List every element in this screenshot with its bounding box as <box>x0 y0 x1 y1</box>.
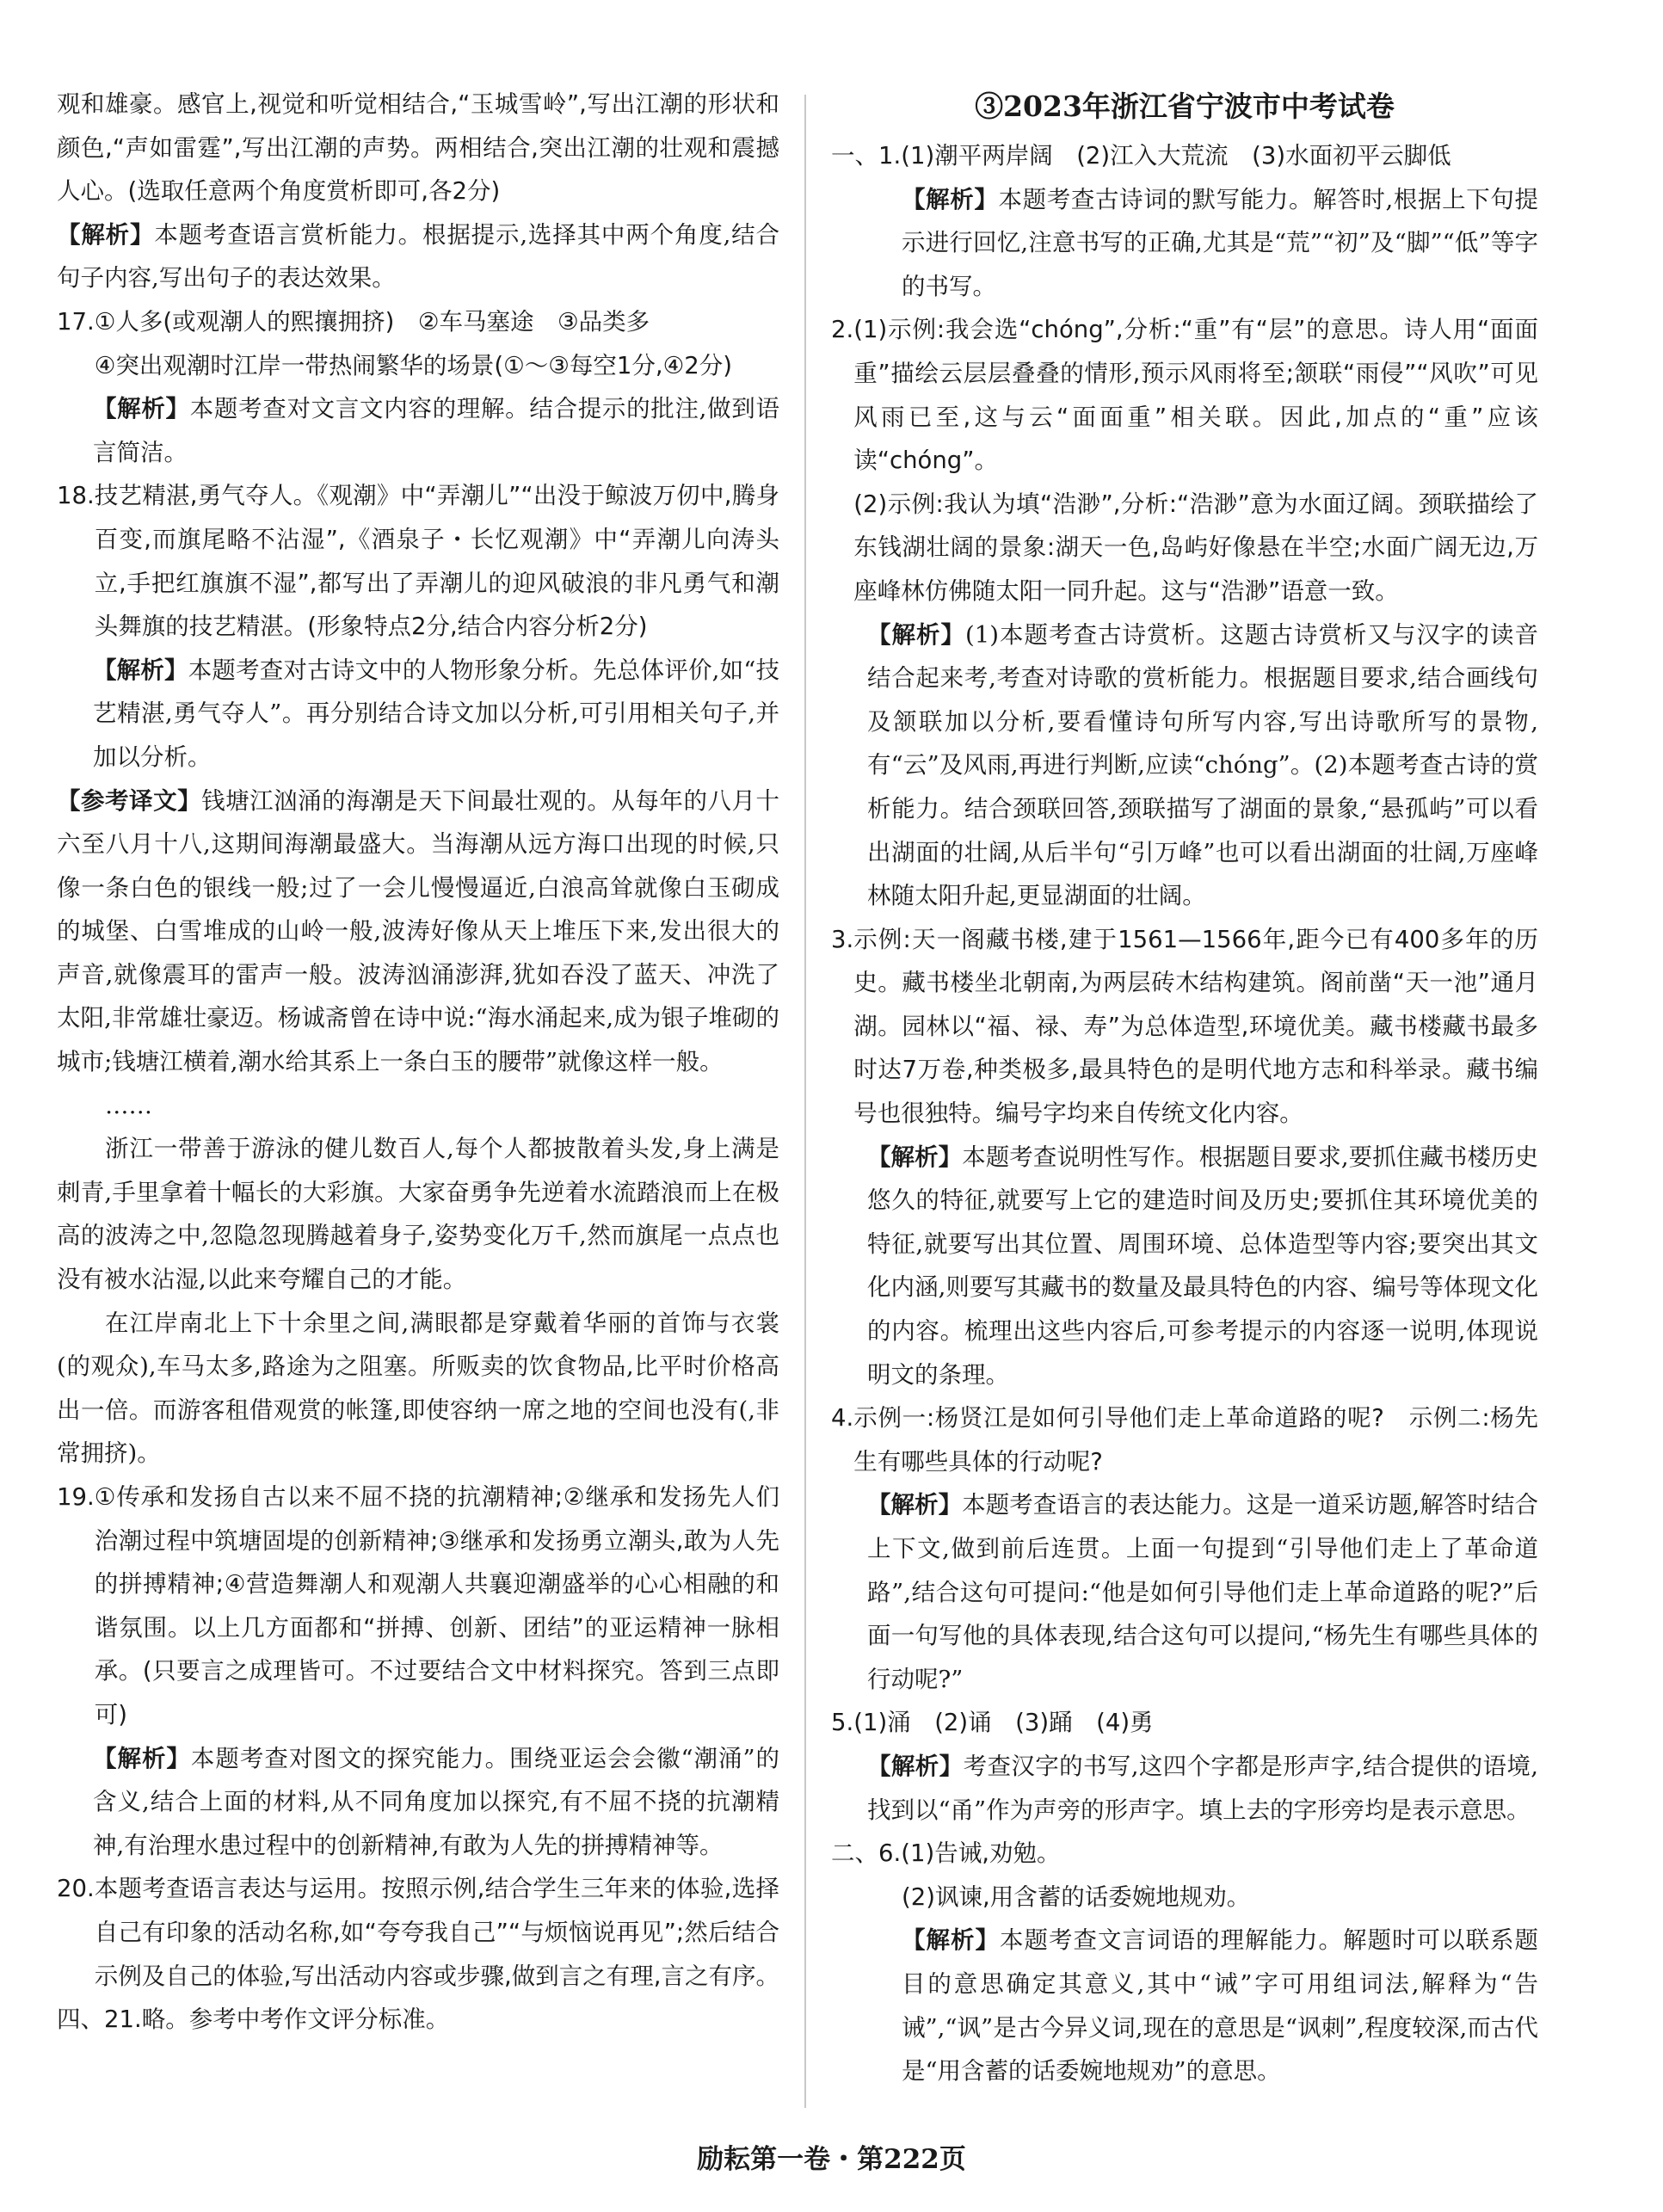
q17-line2: ④突出观潮时江岸一带热闹繁华的场景(①～③每空1分,④2分) <box>94 351 733 379</box>
q3-analysis: 【解析】本题考查说明性写作。根据题目要求,要抓住藏书楼历史悠久的特征,就要写上它的建造时间及历史;要抓住其环境优美的特征,就要写出其位置、周围环境、总体造型等内容;要突出其文化内涵,则要写其藏书的数量及最具特色的内容、编号等体现文化的内容。梳理出这些内容后,可参考提示的内容逐一说明,体现说明文的条理。 <box>867 1143 1538 1389</box>
q18-answer: 18. 技艺精湛,勇气夺人。《观潮》中“弄潮儿”“出没于鲸波万仞中,腾身百变,而旗尾略不沾湿”,《酒泉子・长忆观潮》中“弄潮儿向涛头立,手把红旗旗不湿”,都写出了弄潮儿的迎风破浪的非凡勇气和潮头舞旗的技艺精湛。(形象特点2分,结合内容分析2分) <box>57 482 779 641</box>
page-footer: 励耘第一卷・第222页 <box>697 2144 966 2175</box>
q2-analysis: 【解析】(1)本题考查古诗赏析。这题古诗赏析又与汉字的读音结合起来考,考查对诗歌的赏析能力。根据题目要求,结合画线句及颔联加以分析,要看懂诗句所写内容,写出诗歌所写的景物,有“云”及风雨,再进行判断,应读“chóng”。(2)本题考查古诗的赏析能力。结合颈联回答,颈联描写了湖面的景象,“悬孤屿”可以看出湖面的壮阔,从后半句“引万峰”也可以看出湖面的壮阔,万座峰林随太阳升起,更显湖面的壮阔。 <box>867 620 1539 910</box>
left-column <box>57 83 779 2042</box>
q6-answer: 二、6. (1)告诫,劝勉。 <box>831 1839 1061 1868</box>
q3-answer: 3. 示例:天一阁藏书楼,建于1561—1566年,距今已有400多年的历史。藏书楼坐北朝南,为两层砖木结构建筑。阁前凿“天一池”通月湖。园林以“福、禄、寿”为总体造型,环境优美。藏书楼藏书最多时达7万卷,种类极多,最具特色的是明代地方志和科举录。藏书编号也很独特。编号字均来自传统文化内容。 <box>831 925 1538 1128</box>
q17-answer: 17. ①人多(或观潮人的熙攘拥挤) ②车马塞途 ③品类多 ④突出观潮时江岸一带热闹繁华的场景(①～③每空1分,④2分) <box>57 300 779 387</box>
reference-translation-para1: 【参考译文】钱塘江汹涌的海潮是天下间最壮观的。从每年的八月十六至八月十八,这期间海潮最盛大。当海潮从远方海口出现的时候,只像一条白色的银线一般;过了一会儿慢慢逼近,白浪高耸就像白玉砌成的城堡、白雪堆成的山岭一般,波涛好像从天上堆压下来,发出很大的声音,就像震耳的雷声一般。波涛汹涌澎湃,犹如吞没了蓝天、冲洗了太阳,非常雄壮豪迈。杨诚斋曾在诗中说:“海水涌起来,成为银子堆砌的城市;钱塘江横着,潮水给其系上一条白玉的腰带”就像这样一般。 <box>57 786 780 1076</box>
q4-answer: 4. 示例一:杨贤江是如何引导他们走上革命道路的呢? 示例二:杨先生有哪些具体的行动呢? <box>831 1404 1538 1476</box>
q17-line1: ①人多(或观潮人的熙攘拥挤) ②车马塞途 ③品类多 <box>94 307 650 336</box>
q6-analysis: 【解析】本题考查文言词语的理解能力。解题时可以联系题目的意思确定其意义,其中“诫”字可用组词法,解释为“告诫”,“讽”是古今异义词,现在的意思是“讽刺”,程度较深,而古代是“用含蓄的话委婉地规劝”的意思。 <box>902 1926 1538 2086</box>
q19-analysis: 【解析】本题考查对图文的探究能力。围绕亚运会会徽“潮涌”的含义,结合上面的材料,从不同角度加以探究,有不屈不挠的抗潮精神,有治理水患过程中的创新精神,有敢为人先的拼搏精神等。 <box>93 1744 780 1859</box>
q19-answer: 19. ①传承和发扬自古以来不屈不挠的抗潮精神;②继承和发扬先人们治潮过程中筑塘固堤的创新精神;③继承和发扬勇立潮头,敢为人先的拼搏精神;④营造舞潮人和观潮人共襄迎潮盛举的心心相融的和谐氛围。以上几方面都和“拼搏、创新、团结”的亚运精神一脉相承。(只要言之成理皆可。不过要结合文中材料探究。答到三点即可) <box>57 1483 779 1728</box>
q6-line2: (2)讽谏,用含蓄的话委婉地规劝。 <box>902 1882 1251 1911</box>
q1-answer: 一、1. (1)潮平两岸阔 (2)江入大荒流 (3)水面初平云脚低 <box>831 142 1451 169</box>
translation-ellipsis: …… <box>105 1091 152 1119</box>
q5-analysis: 【解析】考查汉字的书写,这四个字都是形声字,结合提供的语境,找到以“甬”作为声旁的形声字。填上去的字形旁均是表示意思。 <box>867 1752 1538 1824</box>
reference-translation-para3: 在江岸南北上下十余里之间,满眼都是穿戴着华丽的首饰与衣裳(的观众),车马太多,路途为之阻塞。所贩卖的饮食物品,比平时价格高出一倍。而游客租借观赏的帐篷,即使容纳一席之地的空间也没有(,非常拥挤)。 <box>57 1309 779 1468</box>
q16-continued-text: 观和雄豪。感官上,视觉和听觉相结合,“玉城雪岭”,写出江潮的形状和颜色,“声如雷霆”,写出江潮的声势。两相结合,突出江潮的壮观和震撼人心。(选取任意两个角度赏析即可,各2分) <box>57 90 779 206</box>
q17-analysis: 【解析】本题考查对文言文内容的理解。结合提示的批注,做到语言简洁。 <box>93 395 779 466</box>
q2-part2: (2)示例:我认为填“浩渺”,分析:“浩渺”意为水面辽阔。颈联描绘了东钱湖壮阔的景象:湖天一色,岛屿好像悬在半空;水面广阔无边,万座峰林仿佛随太阳一同升起。这与“浩渺”语意一致。 <box>853 490 1538 605</box>
q2-answer: 2. (1)示例:我会选“chóng”,分析:“重”有“层”的意思。诗人用“面面重”描绘云层层叠叠的情形,预示风雨将至;颔联“雨侵”“风吹”可见风雨已至,这与云“面面重”相关联。因此,加点的“重”应该读“chóng”。 (2)示例:我认为填“浩渺”,分析:“浩渺”意为水面辽阔。颈联描绘了东钱湖壮阔的景象:湖天一色,岛屿好像悬在半空;水面广阔无边,万座峰林仿佛随太阳一同升起。这与“浩渺”语意一致。 <box>831 308 1538 613</box>
q16-analysis: 【解析】本题考查语言赏析能力。根据提示,选择其中两个角度,结合句子内容,写出句子的表达效果。 <box>57 220 780 293</box>
q20-answer: 20. 本题考查语言表达与运用。按照示例,结合学生三年来的体验,选择自己有印象的活动名称,如“夸夸我自己”“与烦恼说再见”;然后结合示例及自己的体验,写出活动内容或步骤,做到言之有理,言之有序。 <box>57 1875 779 1990</box>
q4-analysis: 【解析】本题考查语言的表达能力。这是一道采访题,解答时结合上下文,做到前后连贯。上面一句提到“引导他们走上了革命道路”,结合这句可提问:“他是如何引导他们走上革命道路的呢?”后面一句写他的具体表现,结合这句可以提问,“杨先生有哪些具体的行动呢?” <box>867 1491 1538 1693</box>
right-column <box>831 83 1538 2093</box>
q18-analysis: 【解析】本题考查对古诗文中的人物形象分析。先总体评价,如“技艺精湛,勇气夺人”。再分别结合诗文加以分析,可引用相关句子,并加以分析。 <box>93 656 779 771</box>
q5-answer: 5. (1)涌 (2)诵 (3)踊 (4)勇 <box>831 1709 1154 1737</box>
q21-answer: 四、21. 略。参考中考作文评分标准。 <box>57 2006 450 2034</box>
reference-translation-para2: 浙江一带善于游泳的健儿数百人,每个人都披散着头发,身上满是刺青,手里拿着十幅长的大彩旗。大家奋勇争先逆着水流踏浪而上在极高的波涛之中,忽隐忽现腾越着身子,姿势变化万千,然而旗尾一点点也没有被水沾湿,以此来夸耀自己的才能。 <box>57 1135 779 1294</box>
column-divider <box>804 95 806 2108</box>
q2-part1: (1)示例:我会选“chóng”,分析:“重”有“层”的意思。诗人用“面面重”描绘云层层叠叠的情形,预示风雨将至;颔联“雨侵”“风吹”可见风雨已至,这与云“面面重”相关联。因此,加点的“重”应该读“chóng”。 <box>853 316 1538 475</box>
exam-title: ③2023年浙江省宁波市中考试卷 <box>975 89 1395 123</box>
q1-analysis: 【解析】本题考查古诗词的默写能力。解答时,根据上下句提示进行回忆,注意书写的正确,尤其是“荒”“初”及“脚”“低”等字的书写。 <box>902 185 1538 300</box>
